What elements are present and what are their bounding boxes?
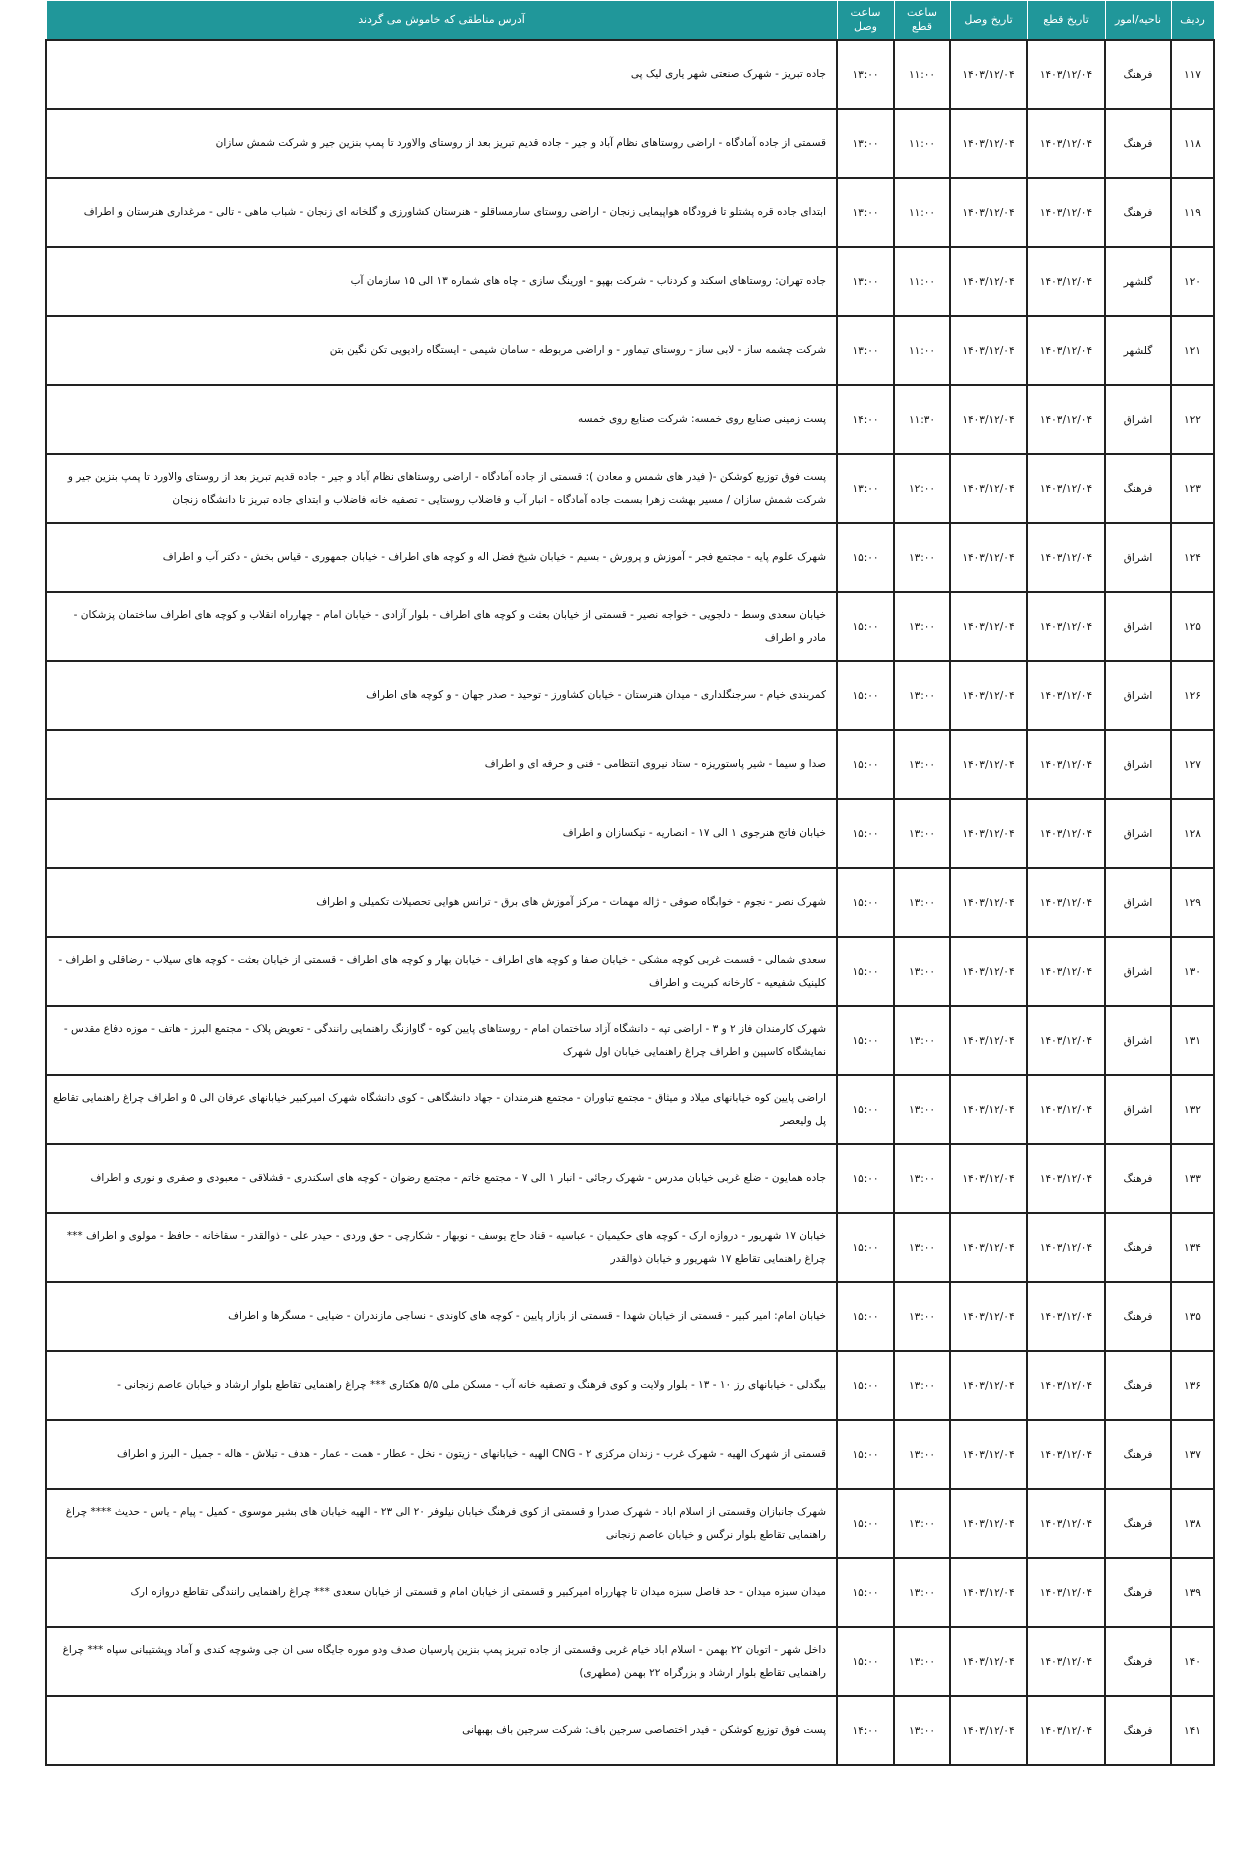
table-row <box>46 1558 1214 1627</box>
table-row <box>46 1144 1214 1213</box>
connect-time-cell: ۱۵:۰۰ <box>837 1282 894 1351</box>
cut-date-cell: ۱۴۰۳/۱۲/۰۴ <box>1027 1075 1105 1144</box>
table-row <box>46 385 1214 454</box>
cut-date-cell: ۱۴۰۳/۱۲/۰۴ <box>1027 661 1105 730</box>
cut-date-cell: ۱۴۰۳/۱۲/۰۴ <box>1027 178 1105 247</box>
row-number-cell: ۱۳۳ <box>1171 1144 1214 1213</box>
table-row <box>46 1696 1214 1765</box>
cut-date-cell: ۱۴۰۳/۱۲/۰۴ <box>1027 1282 1105 1351</box>
row-number-cell: ۱۱۹ <box>1171 178 1214 247</box>
connect-date-cell: ۱۴۰۳/۱۲/۰۴ <box>950 1144 1027 1213</box>
table-row <box>46 937 1214 1006</box>
connect-date-cell: ۱۴۰۳/۱۲/۰۴ <box>950 661 1027 730</box>
cut-date-cell: ۱۴۰۳/۱۲/۰۴ <box>1027 1213 1105 1282</box>
connect-time-cell: ۱۵:۰۰ <box>837 1144 894 1213</box>
cut-time-cell: ۱۳:۰۰ <box>894 523 950 592</box>
district-cell: اشراق <box>1105 1006 1171 1075</box>
header-address: آدرس مناطقی که خاموش می گردند <box>46 1 837 41</box>
connect-time-cell: ۱۳:۰۰ <box>837 178 894 247</box>
address-cell: صدا و سیما - شیر پاستوریزه - ستاد نیروی انتظامی - فنی و حرفه ای و اطراف <box>46 730 837 799</box>
row-number-cell: ۱۳۸ <box>1171 1489 1214 1558</box>
connect-date-cell: ۱۴۰۳/۱۲/۰۴ <box>950 799 1027 868</box>
cut-date-cell: ۱۴۰۳/۱۲/۰۴ <box>1027 1351 1105 1420</box>
address-cell: بیگدلی - خیابانهای رز ۱۰ - ۱۳ - بلوار ولایت و کوی فرهنگ و تصفیه خانه آب - مسکن ملی ۵/۵ هکتاری *** چراغ راهنمایی تقاطع بلوار ارشاد و خیابان عاصم زنجانی - <box>46 1351 837 1420</box>
connect-date-cell: ۱۴۰۳/۱۲/۰۴ <box>950 937 1027 1006</box>
connect-date-cell: ۱۴۰۳/۱۲/۰۴ <box>950 1351 1027 1420</box>
connect-date-cell: ۱۴۰۳/۱۲/۰۴ <box>950 1489 1027 1558</box>
connect-time-cell: ۱۳:۰۰ <box>837 109 894 178</box>
cut-time-cell: ۱۳:۰۰ <box>894 1144 950 1213</box>
connect-time-cell: ۱۵:۰۰ <box>837 1075 894 1144</box>
address-cell: خیابان ۱۷ شهریور - دروازه ارک - کوچه های حکیمیان - عباسیه - قناد حاج یوسف - نوبهار - شکارچی - حق وردی - حیدر علی - ذوالقدر - سقاخانه - حافظ - مولوی و اطراف *** چراغ راهنمایی تقاطع ۱۷ شهریور و خیابان ذوالقدر <box>46 1213 837 1282</box>
district-cell: فرهنگ <box>1105 1489 1171 1558</box>
connect-time-cell: ۱۵:۰۰ <box>837 730 894 799</box>
cut-time-cell: ۱۳:۰۰ <box>894 1420 950 1489</box>
address-cell: کمربندی خیام - سرجنگلداری - میدان هنرستان - خیابان کشاورز - توحید - صدر جهان - و کوچه های اطراف <box>46 661 837 730</box>
cut-date-cell: ۱۴۰۳/۱۲/۰۴ <box>1027 1144 1105 1213</box>
header-district: ناحیه/امور <box>1105 1 1171 41</box>
row-number-cell: ۱۴۱ <box>1171 1696 1214 1765</box>
cut-time-cell: ۱۲:۰۰ <box>894 454 950 523</box>
connect-date-cell: ۱۴۰۳/۱۲/۰۴ <box>950 1627 1027 1696</box>
row-number-cell: ۱۳۵ <box>1171 1282 1214 1351</box>
cut-time-cell: ۱۱:۰۰ <box>894 109 950 178</box>
cut-date-cell: ۱۴۰۳/۱۲/۰۴ <box>1027 1558 1105 1627</box>
cut-date-cell: ۱۴۰۳/۱۲/۰۴ <box>1027 1420 1105 1489</box>
address-cell: شرکت چشمه ساز - لابی ساز - روستای تیماور - و اراضی مربوطه - سامان شیمی - ایستگاه رادیویی تکن نگین بتن <box>46 316 837 385</box>
district-cell: فرهنگ <box>1105 109 1171 178</box>
district-cell: اشراق <box>1105 385 1171 454</box>
connect-time-cell: ۱۵:۰۰ <box>837 1420 894 1489</box>
outage-table <box>45 0 1215 1766</box>
district-cell: اشراق <box>1105 592 1171 661</box>
connect-time-cell: ۱۵:۰۰ <box>837 1558 894 1627</box>
row-number-cell: ۱۱۷ <box>1171 40 1214 109</box>
cut-time-cell: ۱۱:۰۰ <box>894 247 950 316</box>
cut-time-cell: ۱۳:۰۰ <box>894 1489 950 1558</box>
address-cell: جاده تبریز - شهرک صنعتی شهر یاری لیک پی <box>46 40 837 109</box>
table-row <box>46 1075 1214 1144</box>
district-cell: اشراق <box>1105 730 1171 799</box>
row-number-cell: ۱۲۷ <box>1171 730 1214 799</box>
district-cell: فرهنگ <box>1105 1558 1171 1627</box>
connect-date-cell: ۱۴۰۳/۱۲/۰۴ <box>950 1075 1027 1144</box>
row-number-cell: ۱۲۶ <box>1171 661 1214 730</box>
district-cell: اشراق <box>1105 1075 1171 1144</box>
address-cell: میدان سبزه میدان - حد فاصل سبزه میدان تا چهارراه امیرکبیر و قسمتی از خیابان امام و قسمتی از خیابان سعدی *** چراغ راهنمایی رانندگی تقاطع دروازه ارک <box>46 1558 837 1627</box>
connect-date-cell: ۱۴۰۳/۱۲/۰۴ <box>950 1558 1027 1627</box>
row-number-cell: ۱۲۲ <box>1171 385 1214 454</box>
cut-date-cell: ۱۴۰۳/۱۲/۰۴ <box>1027 454 1105 523</box>
connect-time-cell: ۱۵:۰۰ <box>837 868 894 937</box>
address-cell: شهرک علوم پایه - مجتمع فجر - آموزش و پرورش - بسیم - خیابان شیخ فضل اله و کوچه های اطراف - خیابان جمهوری - قیاس بخش - دکتر آب و اطراف <box>46 523 837 592</box>
table-row <box>46 40 1214 109</box>
cut-date-cell: ۱۴۰۳/۱۲/۰۴ <box>1027 523 1105 592</box>
cut-date-cell: ۱۴۰۳/۱۲/۰۴ <box>1027 109 1105 178</box>
cut-date-cell: ۱۴۰۳/۱۲/۰۴ <box>1027 730 1105 799</box>
address-cell: جاده همایون - ضلع غربی خیابان مدرس - شهرک رجائی - انبار ۱ الی ۷ - مجتمع خاتم - مجتمع رضوان - کوچه های اسکندری - قشلاقی - معبودی و صفری و نوری و اطراف <box>46 1144 837 1213</box>
table-row <box>46 1351 1214 1420</box>
district-cell: فرهنگ <box>1105 1351 1171 1420</box>
header-cut-time: ساعت قطع <box>894 1 950 41</box>
connect-date-cell: ۱۴۰۳/۱۲/۰۴ <box>950 109 1027 178</box>
connect-date-cell: ۱۴۰۳/۱۲/۰۴ <box>950 454 1027 523</box>
cut-date-cell: ۱۴۰۳/۱۲/۰۴ <box>1027 385 1105 454</box>
cut-time-cell: ۱۳:۰۰ <box>894 1558 950 1627</box>
cut-date-cell: ۱۴۰۳/۱۲/۰۴ <box>1027 1696 1105 1765</box>
connect-time-cell: ۱۵:۰۰ <box>837 1627 894 1696</box>
connect-date-cell: ۱۴۰۳/۱۲/۰۴ <box>950 730 1027 799</box>
address-cell: خیابان فاتح هنرجوی ۱ الی ۱۷ - انصاریه - نیکسازان و اطراف <box>46 799 837 868</box>
header-connect-time: ساعت وصل <box>837 1 894 41</box>
address-cell: خیابان سعدی وسط - دلجویی - خواجه نصیر - قسمتی از خیابان بعثت و کوچه های اطراف - بلوار آزادی - خیابان امام - چهارراه انقلاب و کوچه های اطراف ساختمان پزشکان - مادر و اطراف <box>46 592 837 661</box>
row-number-cell: ۱۳۰ <box>1171 937 1214 1006</box>
connect-date-cell: ۱۴۰۳/۱۲/۰۴ <box>950 40 1027 109</box>
district-cell: فرهنگ <box>1105 1627 1171 1696</box>
cut-date-cell: ۱۴۰۳/۱۲/۰۴ <box>1027 316 1105 385</box>
cut-time-cell: ۱۳:۰۰ <box>894 1075 950 1144</box>
row-number-cell: ۱۳۱ <box>1171 1006 1214 1075</box>
cut-time-cell: ۱۳:۰۰ <box>894 1282 950 1351</box>
connect-time-cell: ۱۴:۰۰ <box>837 1696 894 1765</box>
table-row <box>46 1213 1214 1282</box>
district-cell: اشراق <box>1105 799 1171 868</box>
district-cell: فرهنگ <box>1105 1282 1171 1351</box>
row-number-cell: ۱۳۷ <box>1171 1420 1214 1489</box>
row-number-cell: ۱۳۲ <box>1171 1075 1214 1144</box>
table-row <box>46 1489 1214 1558</box>
cut-time-cell: ۱۱:۰۰ <box>894 40 950 109</box>
row-number-cell: ۱۲۳ <box>1171 454 1214 523</box>
district-cell: فرهنگ <box>1105 1213 1171 1282</box>
table-row <box>46 730 1214 799</box>
table-row <box>46 1420 1214 1489</box>
connect-date-cell: ۱۴۰۳/۱۲/۰۴ <box>950 1420 1027 1489</box>
cut-date-cell: ۱۴۰۳/۱۲/۰۴ <box>1027 868 1105 937</box>
district-cell: فرهنگ <box>1105 1144 1171 1213</box>
connect-time-cell: ۱۵:۰۰ <box>837 937 894 1006</box>
row-number-cell: ۱۳۹ <box>1171 1558 1214 1627</box>
cut-time-cell: ۱۳:۰۰ <box>894 937 950 1006</box>
cut-date-cell: ۱۴۰۳/۱۲/۰۴ <box>1027 1489 1105 1558</box>
connect-time-cell: ۱۵:۰۰ <box>837 1213 894 1282</box>
district-cell: فرهنگ <box>1105 178 1171 247</box>
district-cell: اشراق <box>1105 523 1171 592</box>
district-cell: فرهنگ <box>1105 1696 1171 1765</box>
address-cell: اراضی پایین کوه خیابانهای میلاد و میثاق - مجتمع تباوران - مجتمع هنرمندان - جهاد دانشگاهی - کوی دانشگاه شهرک امیرکبیر خیابانهای عرفان الی ۵ و اطراف چراغ راهنمایی تقاطع پل ولیعصر <box>46 1075 837 1144</box>
table-row <box>46 316 1214 385</box>
table-row <box>46 178 1214 247</box>
cut-date-cell: ۱۴۰۳/۱۲/۰۴ <box>1027 247 1105 316</box>
table-row <box>46 1282 1214 1351</box>
connect-time-cell: ۱۵:۰۰ <box>837 661 894 730</box>
cut-time-cell: ۱۳:۰۰ <box>894 661 950 730</box>
connect-time-cell: ۱۵:۰۰ <box>837 523 894 592</box>
connect-date-cell: ۱۴۰۳/۱۲/۰۴ <box>950 592 1027 661</box>
row-number-cell: ۱۲۰ <box>1171 247 1214 316</box>
table-body <box>46 40 1214 1765</box>
connect-time-cell: ۱۳:۰۰ <box>837 316 894 385</box>
address-cell: شهرک کارمندان فاز ۲ و ۳ - اراضی تپه - دانشگاه آزاد ساختمان امام - روستاهای پایین کوه - گاوازنگ راهنمایی رانندگی - تعویض پلاک - مجتمع البرز - هاتف - موزه دفاع مقدس - نمایشگاه کاسپین و اطراف چراغ راهنمایی خیابان اول شهرک <box>46 1006 837 1075</box>
address-cell: قسمتی از شهرک الهیه - شهرک غرب - زندان مرکزی ۲ - CNG الهیه - خیابانهای - زیتون - نخل - عطار - همت - عمار - هدف - تبلاش - هاله - جمیل - البرز و اطراف <box>46 1420 837 1489</box>
cut-date-cell: ۱۴۰۳/۱۲/۰۴ <box>1027 799 1105 868</box>
cut-time-cell: ۱۳:۰۰ <box>894 799 950 868</box>
address-cell: خیابان امام: امیر کبیر - قسمتی از خیابان شهدا - قسمتی از بازار پایین - کوچه های کاوندی - نساجی مازندران - ضیایی - مسگرها و اطراف <box>46 1282 837 1351</box>
district-cell: اشراق <box>1105 661 1171 730</box>
district-cell: فرهنگ <box>1105 1420 1171 1489</box>
connect-date-cell: ۱۴۰۳/۱۲/۰۴ <box>950 1282 1027 1351</box>
connect-time-cell: ۱۵:۰۰ <box>837 799 894 868</box>
cut-time-cell: ۱۳:۰۰ <box>894 592 950 661</box>
table-row <box>46 592 1214 661</box>
address-cell: داخل شهر - اتوبان ۲۲ بهمن - اسلام اباد خیام غربی وقسمتی از جاده تبریز پمپ بنزین پارسیان صدف ودو موره جایگاه سی ان جی وشوچه کندی و آماد وپشتیبانی سپاه *** چراغ راهنمایی تقاطع بلوار ارشاد و بزرگراه ۲۲ بهمن (مطهری) <box>46 1627 837 1696</box>
table-row <box>46 868 1214 937</box>
connect-date-cell: ۱۴۰۳/۱۲/۰۴ <box>950 178 1027 247</box>
table-row <box>46 1006 1214 1075</box>
address-cell: قسمتی از جاده آمادگاه - اراضی روستاهای نظام آباد و جیر - جاده قدیم تبریز بعد از روستای والاورد تا پمپ بنزین جیر و شرکت شمش سازان <box>46 109 837 178</box>
cut-time-cell: ۱۳:۰۰ <box>894 868 950 937</box>
connect-date-cell: ۱۴۰۳/۱۲/۰۴ <box>950 385 1027 454</box>
table-row <box>46 799 1214 868</box>
cut-date-cell: ۱۴۰۳/۱۲/۰۴ <box>1027 1006 1105 1075</box>
district-cell: گلشهر <box>1105 247 1171 316</box>
connect-time-cell: ۱۴:۰۰ <box>837 385 894 454</box>
cut-date-cell: ۱۴۰۳/۱۲/۰۴ <box>1027 40 1105 109</box>
row-number-cell: ۱۲۸ <box>1171 799 1214 868</box>
header-connect-date: تاریخ وصل <box>950 1 1027 41</box>
address-cell: پست فوق توزیع کوشکن -( فیدر های شمس و معادن ): قسمتی از جاده آمادگاه - اراضی روستاهای نظام آباد و جیر - جاده قدیم تبریز بعد از روستای والاورد تا پمپ بنزین جیر و شرکت شمش سازان / مسیر بهشت زهرا بسمت جاده آمادگاه - انبار آب و فاضلاب روستایی - تصفیه خانه فاضلاب و ابتدای جاده تبریز تا دانشگاه زنجان <box>46 454 837 523</box>
connect-time-cell: ۱۳:۰۰ <box>837 454 894 523</box>
connect-date-cell: ۱۴۰۳/۱۲/۰۴ <box>950 1006 1027 1075</box>
cut-time-cell: ۱۳:۰۰ <box>894 1696 950 1765</box>
connect-time-cell: ۱۳:۰۰ <box>837 247 894 316</box>
cut-date-cell: ۱۴۰۳/۱۲/۰۴ <box>1027 592 1105 661</box>
connect-time-cell: ۱۳:۰۰ <box>837 40 894 109</box>
table-row <box>46 661 1214 730</box>
cut-date-cell: ۱۴۰۳/۱۲/۰۴ <box>1027 937 1105 1006</box>
row-number-cell: ۱۲۹ <box>1171 868 1214 937</box>
district-cell: گلشهر <box>1105 316 1171 385</box>
connect-date-cell: ۱۴۰۳/۱۲/۰۴ <box>950 316 1027 385</box>
connect-date-cell: ۱۴۰۳/۱۲/۰۴ <box>950 247 1027 316</box>
connect-time-cell: ۱۵:۰۰ <box>837 592 894 661</box>
connect-date-cell: ۱۴۰۳/۱۲/۰۴ <box>950 1213 1027 1282</box>
cut-time-cell: ۱۳:۰۰ <box>894 1627 950 1696</box>
row-number-cell: ۱۳۶ <box>1171 1351 1214 1420</box>
connect-time-cell: ۱۵:۰۰ <box>837 1489 894 1558</box>
district-cell: اشراق <box>1105 937 1171 1006</box>
cut-time-cell: ۱۳:۰۰ <box>894 1213 950 1282</box>
header-cut-date: تاریخ قطع <box>1027 1 1105 41</box>
row-number-cell: ۱۲۴ <box>1171 523 1214 592</box>
district-cell: اشراق <box>1105 868 1171 937</box>
address-cell: شهرک نصر - نجوم - خوابگاه صوفی - ژاله مهمات - مرکز آموزش های برق - ترانس هوایی تحصیلات تکمیلی و اطراف <box>46 868 837 937</box>
district-cell: فرهنگ <box>1105 40 1171 109</box>
row-number-cell: ۱۲۱ <box>1171 316 1214 385</box>
address-cell: پست فوق توزیع کوشکن - فیدر اختصاصی سرجین باف: شرکت سرجین باف بهبهانی <box>46 1696 837 1765</box>
row-number-cell: ۱۱۸ <box>1171 109 1214 178</box>
district-cell: فرهنگ <box>1105 454 1171 523</box>
row-number-cell: ۱۲۵ <box>1171 592 1214 661</box>
address-cell: جاده تهران: روستاهای اسکند و کردناب - شرکت بهپو - اورینگ سازی - چاه های شماره ۱۳ الی ۱۵ سازمان آب <box>46 247 837 316</box>
table-row <box>46 247 1214 316</box>
cut-date-cell: ۱۴۰۳/۱۲/۰۴ <box>1027 1627 1105 1696</box>
header-row <box>46 1 1214 41</box>
row-number-cell: ۱۴۰ <box>1171 1627 1214 1696</box>
table-row <box>46 523 1214 592</box>
address-cell: شهرک جانبازان وقسمتی از اسلام اباد - شهرک صدرا و قسمتی از کوی فرهنگ خیابان نیلوفر ۲۰ الی ۲۳ - الهیه خیابان های بشیر موسوی - کمیل - پیام - یاس - حدیث **** چراغ راهنمایی تقاطع بلوار نرگس و خیابان عاصم زنجانی <box>46 1489 837 1558</box>
address-cell: پست زمینی صنایع روی خمسه: شرکت صنایع روی خمسه <box>46 385 837 454</box>
cut-time-cell: ۱۳:۰۰ <box>894 1351 950 1420</box>
address-cell: سعدی شمالی - قسمت غربی کوچه مشکی - خیابان صفا و کوچه های اطراف - خیابان بهار و کوچه های اطراف - قسمتی از خیابان بعثت - کوچه های سیلاب - رضاقلی و اطراف - کلینیک شفیعیه - کارخانه کبریت و اطراف <box>46 937 837 1006</box>
address-cell: ابتدای جاده قره پشتلو تا فرودگاه هواپیمایی زنجان - اراضی روستای سارمساقلو - هنرستان کشاورزی و گلخانه ای زنجان - شباب ماهی - تالی - مرغداری هنرستان و اطراف <box>46 178 837 247</box>
table-row <box>46 109 1214 178</box>
outage-schedule-sheet <box>45 0 1213 1766</box>
cut-time-cell: ۱۱:۳۰ <box>894 385 950 454</box>
connect-date-cell: ۱۴۰۳/۱۲/۰۴ <box>950 1696 1027 1765</box>
connect-date-cell: ۱۴۰۳/۱۲/۰۴ <box>950 868 1027 937</box>
cut-time-cell: ۱۱:۰۰ <box>894 178 950 247</box>
row-number-cell: ۱۳۴ <box>1171 1213 1214 1282</box>
cut-time-cell: ۱۳:۰۰ <box>894 730 950 799</box>
header-row-number: ردیف <box>1171 1 1214 41</box>
connect-time-cell: ۱۵:۰۰ <box>837 1351 894 1420</box>
table-row <box>46 1627 1214 1696</box>
table-row <box>46 454 1214 523</box>
connect-date-cell: ۱۴۰۳/۱۲/۰۴ <box>950 523 1027 592</box>
cut-time-cell: ۱۱:۰۰ <box>894 316 950 385</box>
connect-time-cell: ۱۵:۰۰ <box>837 1006 894 1075</box>
cut-time-cell: ۱۳:۰۰ <box>894 1006 950 1075</box>
